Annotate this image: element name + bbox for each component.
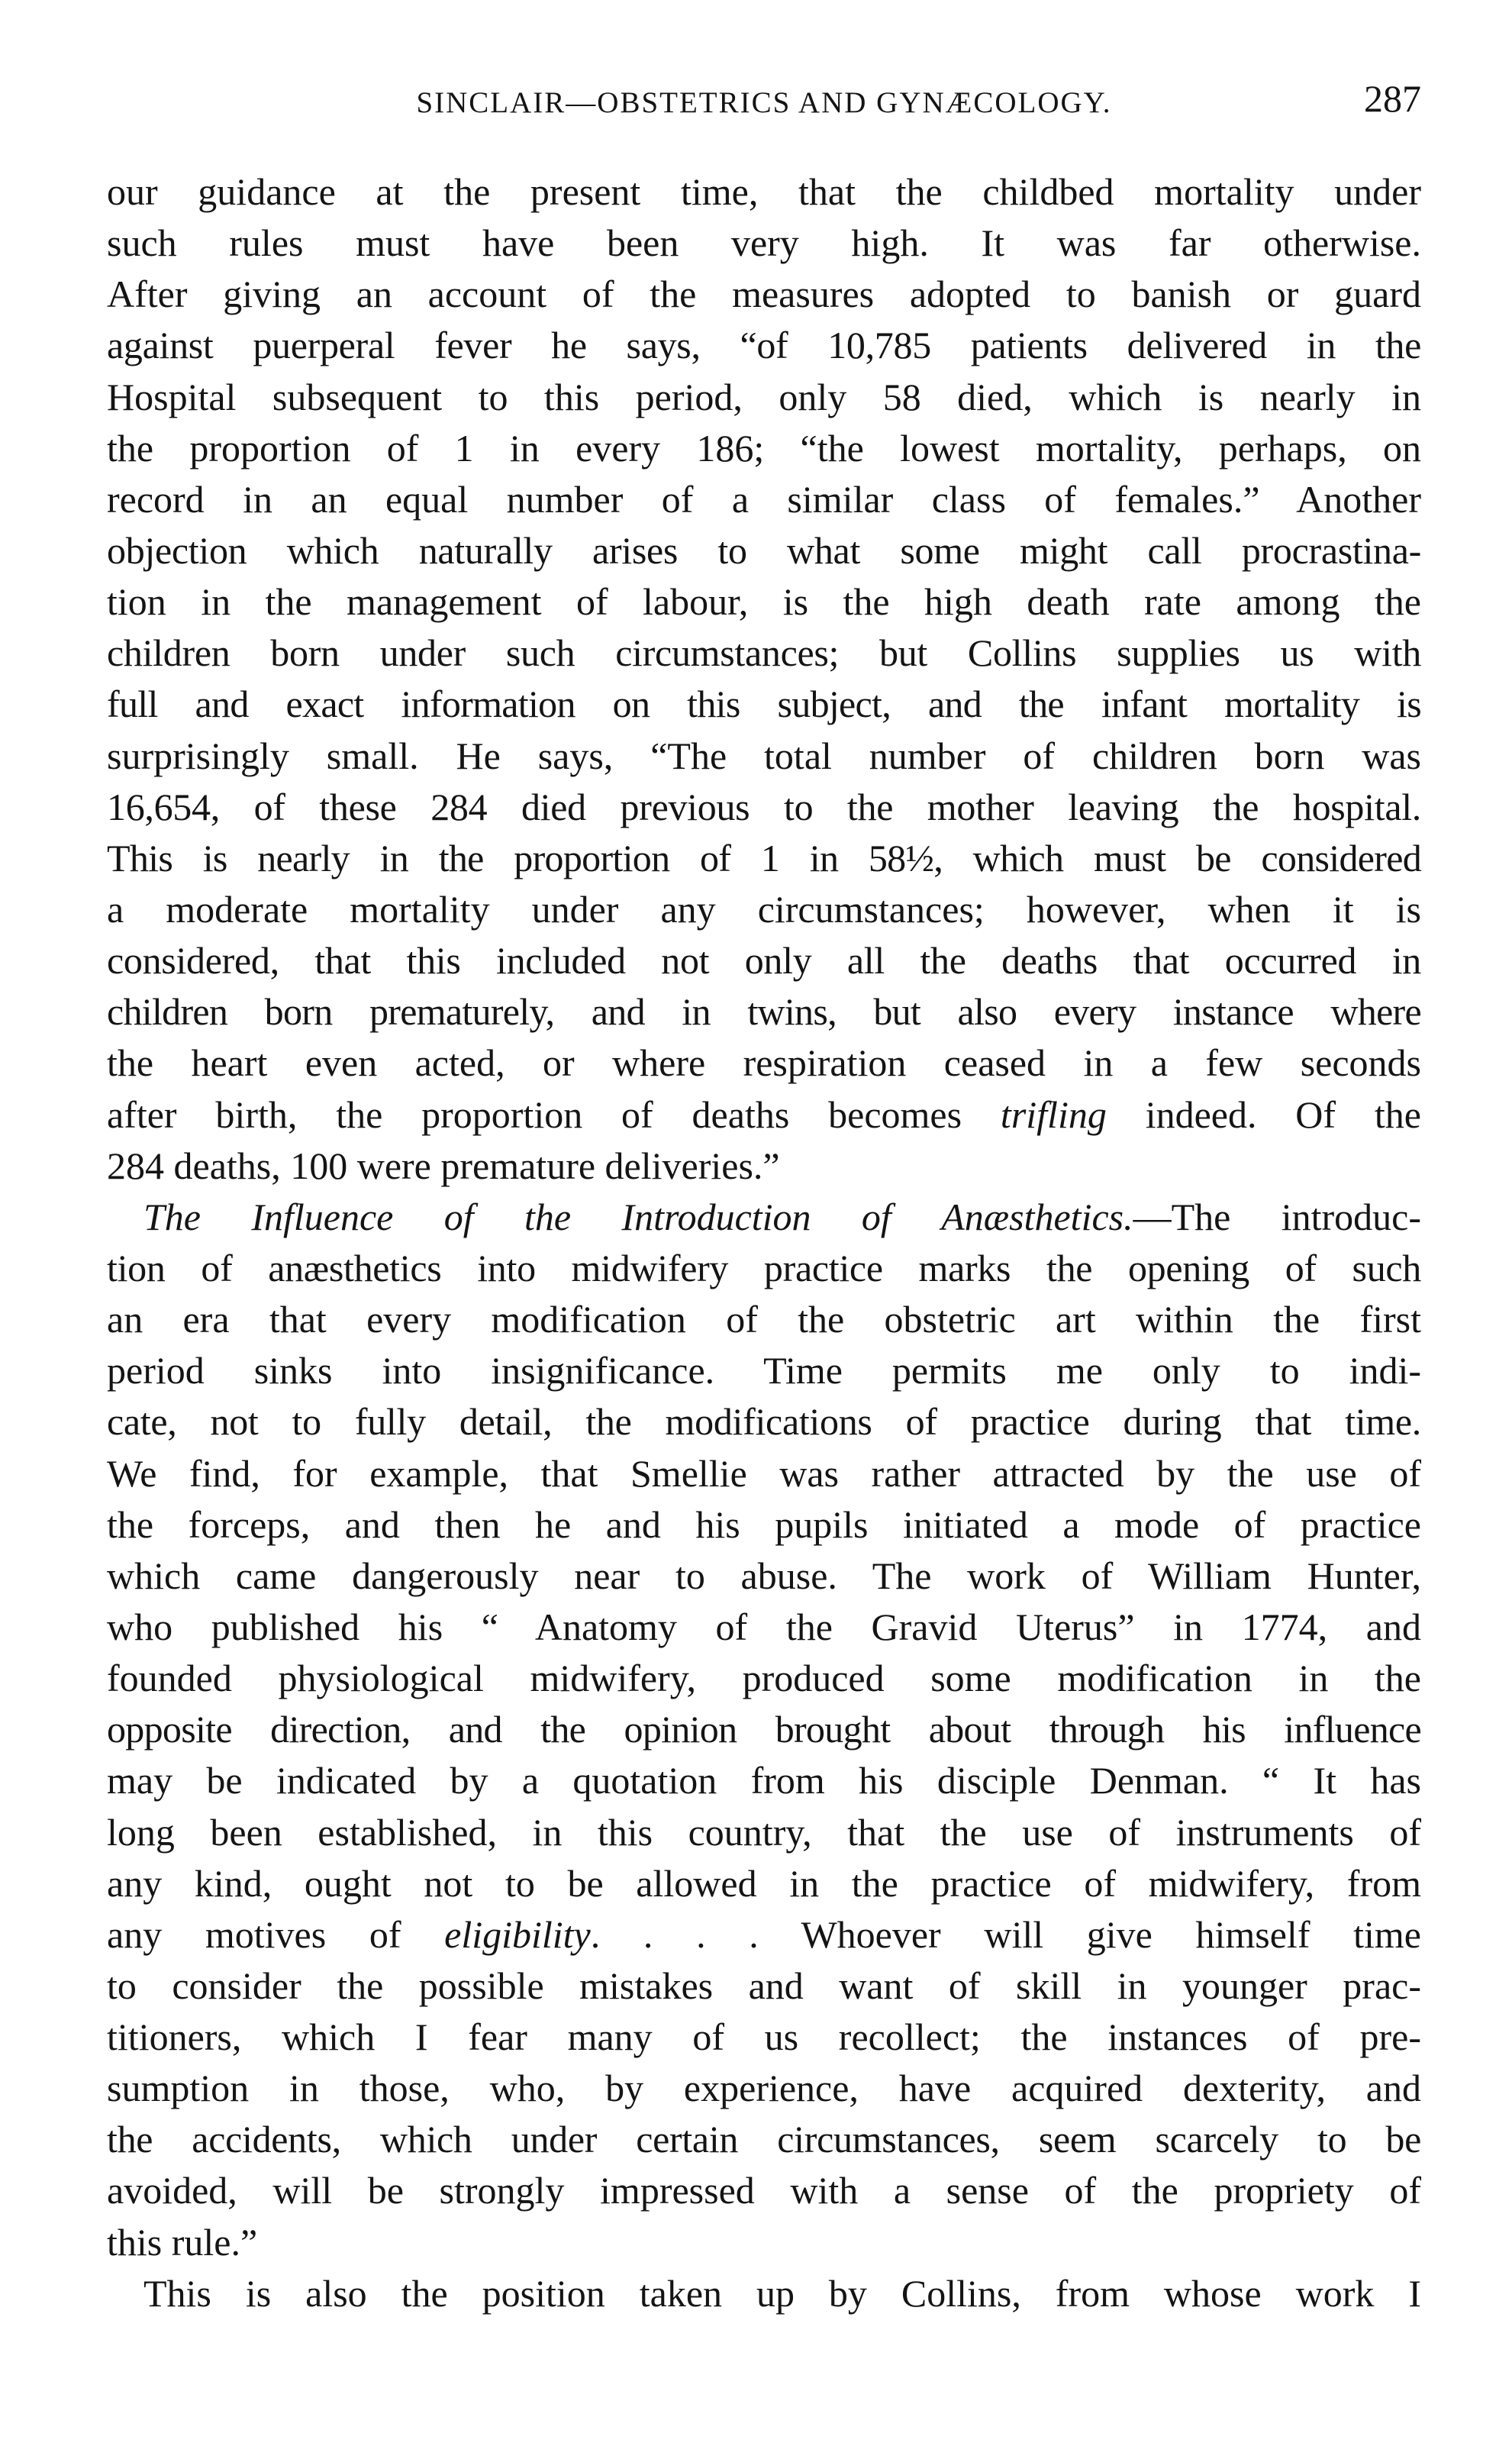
- text-line: This is also the position taken up by Collins, from whose work I: [143, 2271, 1421, 2315]
- running-head: [107, 76, 1421, 130]
- text-line: titioners, which I fear many of us recollect; the instances of pre-: [107, 2015, 1421, 2059]
- text-line: We find, for example, that Smellie was rather attracted by the use of: [107, 1451, 1421, 1495]
- text-line: 16,654, of these 284 died previous to the mother leaving the hospital.: [107, 785, 1421, 828]
- text-line: tion of anæsthetics into midwifery practice marks the opening of such: [107, 1246, 1421, 1289]
- text-line: full and exact information on this subject, and the infant mortality is: [107, 683, 1421, 726]
- text-line: This is nearly in the proportion of 1 in 58½, which must be considered: [107, 836, 1421, 879]
- text-line: Hospital subsequent to this period, only 58 died, which is nearly in: [107, 375, 1421, 418]
- text-line: [107, 1909, 1421, 1960]
- section-heading-line: [107, 1192, 1421, 1243]
- text-line: an era that every modification of the obstetric art within the first: [107, 1298, 1421, 1341]
- italic-word: eligibility: [444, 1912, 591, 1956]
- text-line: record in an equal number of a similar class of females.” Another: [107, 477, 1421, 521]
- text-line: who published his “ Anatomy of the Gravid Uterus” in 1774, and: [107, 1605, 1421, 1648]
- paragraph-last-line: this rule.”: [107, 2220, 258, 2264]
- text-line: children born prematurely, and in twins, but also every instance where: [107, 990, 1421, 1034]
- text-line: children born under such circumstances; but Collins supplies us with: [107, 631, 1421, 675]
- text-line: period sinks into insignificance. Time permits me only to indi-: [107, 1349, 1421, 1392]
- text-line: the heart even acted, or where respiration ceased in a few seconds: [107, 1041, 1421, 1085]
- text-line: against puerperal fever he says, “of 10,785 patients delivered in the: [107, 324, 1421, 367]
- text-segment: —The introduc-: [1133, 1195, 1421, 1238]
- text-segment: any motives of: [107, 1912, 445, 1956]
- italic-word: trifling: [1000, 1092, 1107, 1136]
- text-line: the proportion of 1 in every 186; “the lowest mortality, perhaps, on: [107, 426, 1421, 470]
- text-segment: after birth, the proportion of deaths becomes: [107, 1092, 1001, 1136]
- text-line: avoided, will be strongly impressed with a sense of the propriety of: [107, 2169, 1421, 2212]
- text-segment: . . . . Whoever will give himself time: [590, 1912, 1421, 1956]
- text-line: founded physiological midwifery, produced some modification in the: [107, 1657, 1421, 1700]
- paragraph-last-line: 284 deaths, 100 were premature deliveries.”: [107, 1144, 780, 1187]
- text-line: cate, not to fully detail, the modifications of practice during that time.: [107, 1400, 1421, 1444]
- text-line: such rules must have been very high. It was far otherwise.: [107, 221, 1421, 265]
- text-line: objection which naturally arises to what some might call procrastina-: [107, 528, 1421, 572]
- text-line: [107, 1089, 1421, 1141]
- text-line: sumption in those, who, by experience, have acquired dexterity, and: [107, 2067, 1421, 2110]
- text-line: a moderate mortality under any circumstances; however, when it is: [107, 887, 1421, 931]
- text-line: the accidents, which under certain circumstances, seem scarcely to be: [107, 2118, 1421, 2161]
- text-line: our guidance at the present time, that the childbed mortality under: [107, 170, 1421, 213]
- text-line: any kind, ought not to be allowed in the practice of midwifery, from: [107, 1861, 1421, 1905]
- section-heading: The Influence of the Introduction of Anæsthetics.: [143, 1195, 1133, 1238]
- text-segment: indeed. Of the: [1106, 1092, 1421, 1136]
- text-line: After giving an account of the measures adopted to banish or guard: [107, 273, 1421, 316]
- page-number: 287: [1364, 77, 1421, 120]
- text-line: considered, that this included not only all the deaths that occurred in: [107, 939, 1421, 983]
- text-line: to consider the possible mistakes and want of skill in younger prac-: [107, 1964, 1421, 2007]
- text-line: surprisingly small. He says, “The total number of children born was: [107, 734, 1421, 777]
- text-line: long been established, in this country, that the use of instruments of: [107, 1810, 1421, 1854]
- running-head-title: SINCLAIR—OBSTETRICS AND GYNÆCOLOGY.: [416, 86, 1112, 119]
- text-line: opposite direction, and the opinion brought about through his influence: [107, 1708, 1421, 1751]
- text-line: the forceps, and then he and his pupils initiated a mode of practice: [107, 1502, 1421, 1546]
- text-line: may be indicated by a quotation from his disciple Denman. “ It has: [107, 1759, 1421, 1802]
- text-line: tion in the management of labour, is the high death rate among the: [107, 580, 1421, 624]
- text-line: which came dangerously near to abuse. The work of William Hunter,: [107, 1554, 1421, 1597]
- body-text: [107, 166, 1421, 2319]
